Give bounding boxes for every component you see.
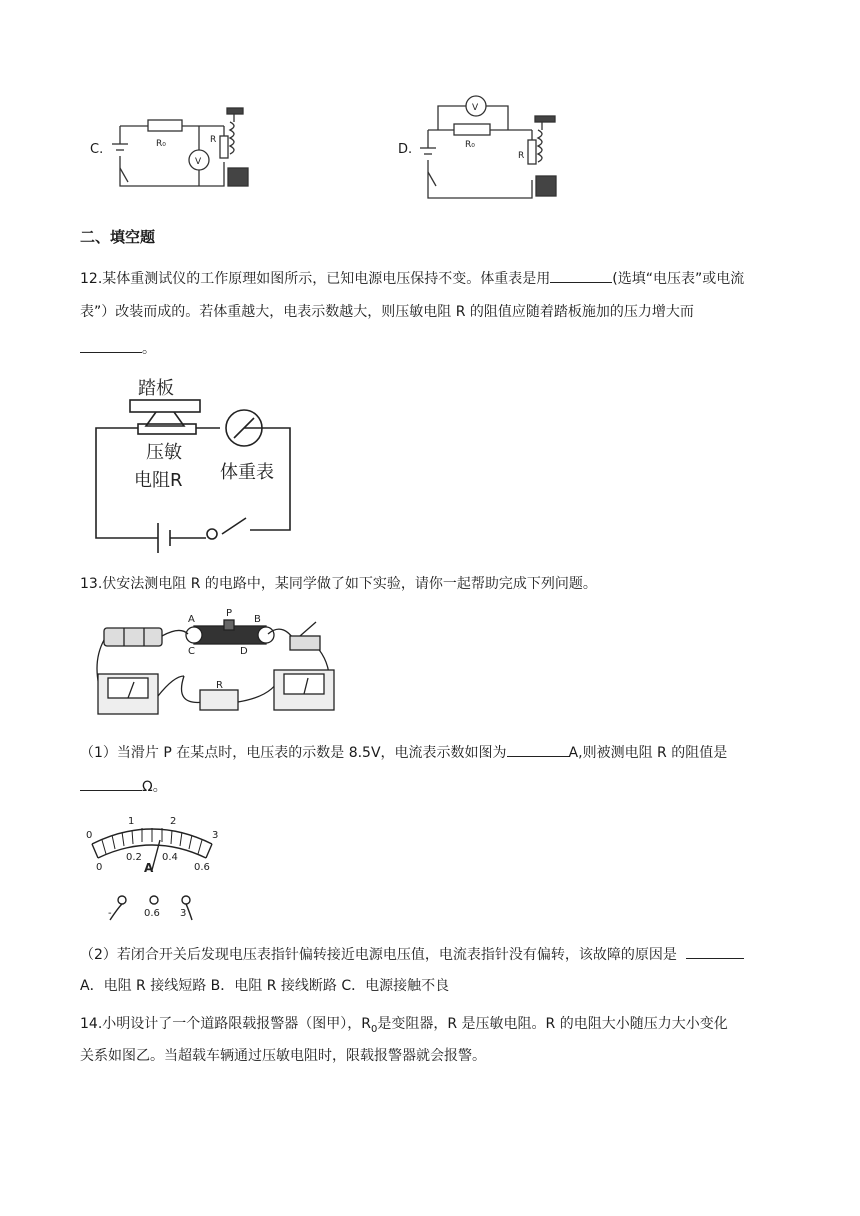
q14-line1-a: 14.小明设计了一个道路限载报警器（图甲），R <box>80 1016 371 1032</box>
q14-line1-sub: 0 <box>371 1023 378 1035</box>
q13-part1-end: Ω。 <box>142 779 167 795</box>
c-r-label: R <box>210 135 217 145</box>
q13-label-b: B <box>254 614 261 625</box>
ammeter-top-tick-3: 3 <box>212 830 219 841</box>
ammeter-terminal-3: 3 <box>180 908 187 919</box>
q13-part1-a: （1）当滑片 P 在某点时，电压表的示数是 8.5V，电流表示数如图为 <box>80 745 507 761</box>
ammeter-bottom-tick-2: 0.4 <box>162 852 178 863</box>
option-c-circuit <box>104 106 264 196</box>
q13-label-d: D <box>240 646 248 657</box>
q13-intro: 13.伏安法测电阻 R 的电路中，某同学做了如下实验，请你一起帮助完成下列问题。 <box>80 576 597 592</box>
q12-blank-1 <box>550 268 612 283</box>
d-v-label: V <box>472 103 479 113</box>
ammeter-terminal-06: 0.6 <box>144 908 160 919</box>
c-v-label: V <box>195 157 202 167</box>
c-r0-label: R₀ <box>156 139 166 149</box>
q13-blank-1 <box>507 742 569 757</box>
q12-line1-a: 12.某体重测试仪的工作原理如图所示，已知电源电压保持不变。体重表是用 <box>80 271 551 287</box>
q14-line1 <box>80 1014 728 1040</box>
q12-resistor-label: 电阻R <box>134 470 183 491</box>
ammeter-unit: A <box>144 861 154 875</box>
q12-line2: 表”）改装而成的。若体重越大，电表示数越大，则压敏电阻 R 的阻值应随着踏板施加的压力增大而 <box>80 304 694 320</box>
q13-part2-text: （2）若闭合开关后发现电压表指针偏转接近电源电压值，电流表指针没有偏转，该故障的原因是 <box>80 947 677 963</box>
q13-part2-line <box>80 944 744 965</box>
d-r-label: R <box>518 151 525 161</box>
d-r0-label: R₀ <box>465 140 475 150</box>
q13-label-a: A <box>188 614 195 625</box>
q12-figure <box>90 368 342 558</box>
q12-line1 <box>80 268 744 289</box>
q14-line1-b: 是变阻器，R 是压敏电阻。R 的电阻大小随压力大小变化 <box>377 1016 728 1032</box>
ammeter-top-tick-2: 2 <box>170 816 177 827</box>
ammeter-bottom-tick-0: 0 <box>96 862 103 873</box>
q12-line1-b: (选填“电压表”或电流 <box>612 271 745 287</box>
q12-line3-end: 。 <box>142 341 156 357</box>
q12-pressure-label: 压敏 <box>146 442 182 463</box>
q12-pedal-label: 踏板 <box>138 378 174 399</box>
q13-part1-line1 <box>80 742 727 763</box>
ammeter-bottom-tick-3: 0.6 <box>194 862 210 873</box>
q12-blank-2 <box>80 338 142 353</box>
ammeter-figure <box>82 808 222 928</box>
ammeter-top-tick-1: 1 <box>128 816 135 827</box>
option-d-label: D. <box>398 142 413 157</box>
option-d-circuit <box>408 92 568 202</box>
q13-choices: A．电阻 R 接线短路 B．电阻 R 接线断路 C．电源接触不良 <box>80 978 450 994</box>
ammeter-bottom-tick-1: 0.2 <box>126 852 142 863</box>
q12-line3 <box>80 338 156 359</box>
q13-label-p: P <box>226 608 233 619</box>
q13-part1-line2 <box>80 776 167 797</box>
q13-label-c: C <box>188 646 195 657</box>
option-c-label: C. <box>90 142 104 157</box>
ammeter-top-tick-0: 0 <box>86 830 93 841</box>
ammeter-terminal-neg: - <box>108 908 112 919</box>
q12-meter-label: 体重表 <box>220 462 274 483</box>
q14-line2: 关系如图乙。当超载车辆通过压敏电阻时，限载报警器就会报警。 <box>80 1048 486 1064</box>
q13-blank-3 <box>686 944 744 959</box>
q13-apparatus-figure <box>84 606 344 722</box>
q13-blank-2 <box>80 776 142 791</box>
q13-part1-b: A,则被测电阻 R 的阻值是 <box>568 745 728 761</box>
section-title: 二、填空题 <box>80 228 156 246</box>
q13-label-r: R <box>216 680 223 691</box>
